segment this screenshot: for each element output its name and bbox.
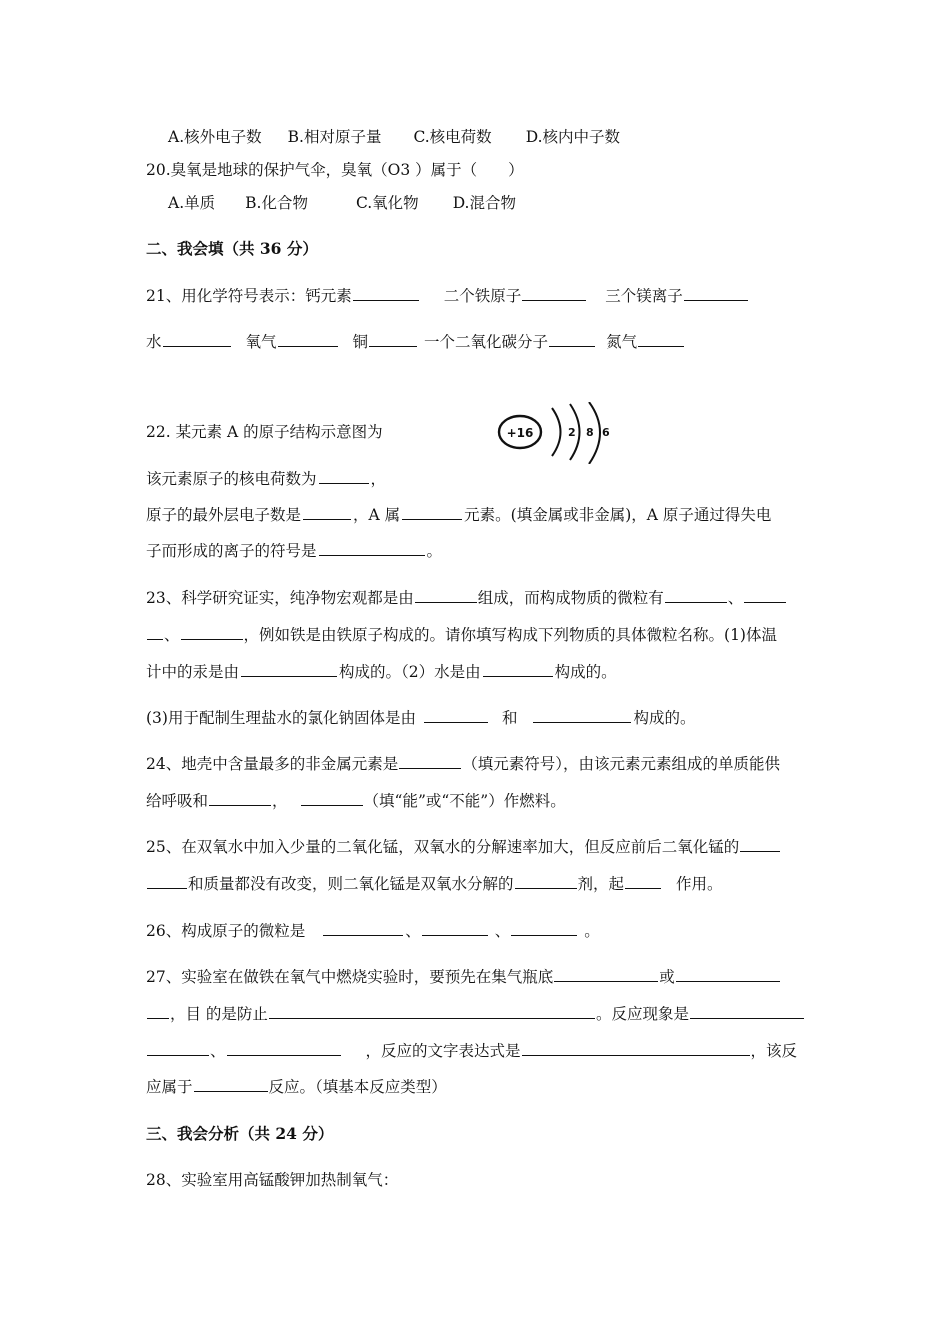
q25-line-1 [146,836,810,858]
q20-option-b: B.化合物 [245,194,308,212]
q21-blank-co2[interactable] [549,331,595,347]
q24-blank-element[interactable] [399,753,461,769]
q24-blank-use[interactable] [209,790,271,806]
q21-text-water: 水 [146,333,162,351]
q27-blank-bottom-2b[interactable] [147,1003,169,1019]
q27-text-d: 、 [210,1042,226,1060]
q23-text-and: 和 [501,709,518,727]
q21-text-oxygen: 氧气 [245,333,277,351]
q25-blank-property-a[interactable] [740,836,780,852]
q19-option-b: B.相对原子量 [287,128,382,146]
q21-blank-nitrogen[interactable] [638,331,684,347]
q28-stem: 28、实验室用高锰酸钾加热制氧气： [146,1171,399,1189]
q25-line-2 [146,873,810,895]
q26-blank-1[interactable] [323,920,403,936]
q26-line [146,920,810,942]
q27-blank-phenomenon-1a[interactable] [690,1003,804,1019]
q21-blank-calcium[interactable] [353,285,419,301]
q27-line-2 [146,1003,810,1025]
q23-blank-particle-3[interactable] [181,624,243,640]
q25-text-d: 作用。 [676,875,723,893]
q20-option-c: C.氧化物 [355,194,419,212]
q22-blank-outer-electrons[interactable] [303,504,351,520]
q22-line-3 [146,540,810,562]
q24-text-b: （填元素符号），由该元素元素组成的单质能供 [462,755,780,773]
q23-text-d: 、 [164,626,180,644]
q27-blank-phenomenon-2[interactable] [227,1040,341,1056]
q25-text-b: 和质量都没有改变，则二氧化锰是双氧水分解的 [188,875,514,893]
section-2-title: 二、我会填（共 36 分） [146,239,318,258]
q24-text-d: （填“能”或“不能”）作燃料。 [363,792,566,810]
q21-blank-oxygen[interactable] [278,331,338,347]
q23-text-j: 构成的。 [633,709,696,727]
q21-blank-copper[interactable] [369,331,417,347]
q23-text-c: 、 [727,589,744,607]
q24-text-comma: ， [272,792,288,810]
q23-blank-particle-2b[interactable] [147,624,163,640]
q26-blank-2[interactable] [422,920,488,936]
q21-blank-iron-atoms[interactable] [522,285,586,301]
q27-text-a: 27、实验室在做铁在氧气中燃烧实验时，要预先在集气瓶底 [146,968,554,986]
q21-blank-water[interactable] [163,331,231,347]
q24-line-1 [146,753,810,775]
q27-blank-bottom-1[interactable] [554,966,658,982]
q26-text-d: 。 [584,922,600,940]
q23-line-4 [146,707,810,729]
q23-blank-composition[interactable] [415,587,477,603]
q25-text-c: 剂，起 [577,875,625,893]
q22-line-2 [146,504,810,526]
q22-blank-ion-symbol[interactable] [319,540,425,556]
q19-option-d: D.核内中子数 [525,128,621,146]
q22-text-period: 。 [426,542,443,560]
q19-option-c: C.核电荷数 [413,128,492,146]
q22-blank-element-type[interactable] [402,504,462,520]
q21-line-1 [146,285,810,307]
q25-text-a: 25、在双氧水中加入少量的二氧化锰，双氧水的分解速率加大，但反应前后二氧化锰的 [146,838,740,856]
q23-blank-mercury[interactable] [241,661,337,677]
q23-text-f: 计中的汞是由 [146,663,240,681]
q21-text-nitrogen: 氮气 [606,333,638,351]
q21-blank-magnesium-ions[interactable] [684,285,748,301]
q21-text-c: 三个镁离子 [605,287,683,305]
q22-blank-nuclear-charge[interactable] [319,468,369,484]
q20-options [168,192,810,214]
q25-blank-property-b[interactable] [147,873,187,889]
shell-3-electrons: 6 [602,426,610,439]
q24-line-2 [146,790,810,812]
q26-text-c: 、 [494,922,511,940]
q23-text-i: (3)用于配制生理盐水的氯化钠固体是由 [146,709,416,727]
q27-text-b: ，目 的是防止 [170,1005,268,1023]
q24-blank-fuel[interactable] [301,790,363,806]
q20-option-a: A.单质 [168,194,216,212]
q25-blank-role[interactable] [625,873,661,889]
q23-blank-nacl-2[interactable] [533,707,631,723]
q22-text-outer-electrons: 原子的最外层电子数是 [146,506,302,524]
q22-text-comma: ， [370,470,387,488]
q21-text-co2: 一个二氧化碳分子 [424,333,549,351]
q22-text-nuclear-charge: 该元素原子的核电荷数为 [146,470,317,488]
q22-line-1 [146,468,810,490]
q21-text-b: 二个铁原子 [443,287,522,305]
q27-line-1 [146,966,810,988]
q23-blank-water[interactable] [483,661,553,677]
q27-line-3 [146,1040,810,1062]
q23-text-e: ，例如铁是由铁原子构成的。请你填写构成下列物质的具体微粒名称。(1)体温 [243,626,777,644]
q27-blank-purpose[interactable] [269,1003,595,1019]
q27-text-h: 反应。（填基本反应类型） [268,1078,447,1096]
q23-text-g: 构成的。（2）水是由 [339,663,481,681]
q27-text-e: ，反应的文字表达式是 [365,1042,521,1060]
q24-text-c: 给呼吸和 [146,792,209,810]
q23-text-a: 23、科学研究证实，纯净物宏观都是由 [146,589,414,607]
q27-blank-phenomenon-1b[interactable] [147,1040,209,1056]
q23-line-3 [146,661,810,683]
section-3-title: 三、我会分析（共 24 分） [146,1124,334,1143]
q21-text-a: 21、用化学符号表示：钙元素 [146,287,352,305]
q23-blank-particle-2a[interactable] [744,587,786,603]
shell-1-electrons: 2 [568,426,576,439]
q27-text-f: ，该反 [750,1042,798,1060]
electron-shell-1 [552,408,561,456]
q23-blank-particle-1[interactable] [665,587,727,603]
q20-option-d: D.混合物 [452,194,516,212]
q22-stem: 22. 某元素 A 的原子结构示意图为 [146,423,383,441]
q26-text-b: 、 [405,922,421,940]
q27-text-g: 应属于 [146,1078,193,1096]
shell-2-electrons: 8 [586,426,594,439]
q23-text-h: 构成的。 [554,663,617,681]
q24-text-a: 24、地壳中含量最多的非金属元素是 [146,755,399,773]
q23-blank-nacl-1[interactable] [424,707,488,723]
q23-line-2 [146,624,810,646]
q19-options [168,126,810,148]
q26-blank-3[interactable] [511,920,577,936]
q25-blank-agent[interactable] [515,873,577,889]
q27-blank-word-equation[interactable] [522,1040,750,1056]
q19-option-a: A.核外电子数 [168,128,262,146]
q27-text-or: 或 [659,968,675,986]
nucleus-charge: +16 [506,426,534,440]
q27-blank-reaction-type[interactable] [194,1076,268,1092]
q21-text-copper: 铜 [352,333,369,351]
q22-text-a-belongs: ，A 属 [353,506,401,524]
q26-text-a: 26、构成原子的微粒是 [146,922,306,940]
q20-stem: 20.臭氧是地球的保护气伞，臭氧（O3 ）属于（ ） [146,161,524,179]
q27-text-c: 。反应现象是 [595,1005,689,1023]
q23-text-b: 组成，而构成物质的微粒有 [477,589,664,607]
q21-line-2 [146,331,810,353]
q23-line-1 [146,587,810,609]
q27-line-4 [146,1076,810,1098]
atom-structure-diagram [497,402,617,464]
q27-blank-bottom-2a[interactable] [676,966,780,982]
q22-text-element-type-hint: 元素。(填金属或非金属)，A 原子通过得失电 [464,506,772,524]
q22-text-ion-symbol: 子而形成的离子的符号是 [146,542,317,560]
